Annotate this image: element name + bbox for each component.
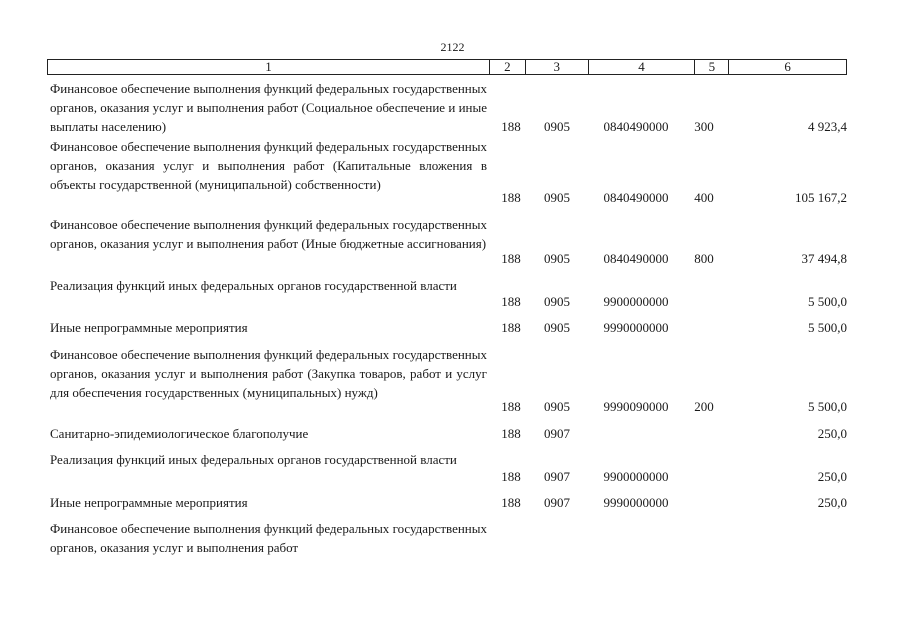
row-article: 9900000000 — [603, 469, 669, 484]
row-type: 400 — [694, 190, 714, 205]
row-article: 9900000000 — [603, 294, 669, 309]
header-col-6: 6 — [784, 59, 791, 74]
row-section: 0907 — [544, 469, 570, 484]
row-section: 0905 — [544, 119, 570, 134]
header-col-2: 2 — [490, 60, 526, 74]
row-article: 9990000000 — [603, 495, 669, 510]
row-section: 0905 — [544, 294, 570, 309]
row-amount: 5 500,0 — [808, 399, 847, 414]
row-section: 0907 — [544, 495, 570, 510]
table-row — [50, 519, 847, 557]
row-description: Реализация функций иных федеральных органов государственной власти — [50, 452, 457, 467]
row-description: Финансовое обеспечение выполнения функций федеральных государственных органов, оказания услуг и выполнения работ (Социальное обеспечение и иные выплаты населению) — [50, 81, 487, 134]
row-code: 188 — [501, 320, 521, 335]
row-section: 0905 — [544, 190, 570, 205]
table-row — [50, 450, 847, 488]
row-description: Санитарно-эпидемиологическое благополучие — [50, 426, 309, 441]
row-code: 188 — [501, 119, 521, 134]
row-article: 9990090000 — [603, 399, 669, 414]
row-description: Финансовое обеспечение выполнения функций федеральных государственных органов, оказания услуг и выполнения работ (Капитальные вложения в объекты государственной (муниципальной) собственности) — [50, 139, 487, 192]
table-row — [50, 493, 847, 512]
row-code: 188 — [501, 399, 521, 414]
row-description: Финансовое обеспечение выполнения функций федеральных государственных органов, оказания услуг и выполнения работ (Иные бюджетные ассигнования) — [50, 217, 487, 251]
row-article: 0840490000 — [603, 190, 669, 205]
header-col-1: 1 — [48, 60, 490, 74]
row-article: 0840490000 — [603, 119, 669, 134]
row-amount: 5 500,0 — [808, 320, 847, 335]
row-amount: 4 923,4 — [808, 119, 847, 134]
table-header — [47, 59, 847, 75]
header-col-5: 5 — [695, 60, 729, 74]
row-amount: 5 500,0 — [808, 294, 847, 309]
row-description: Реализация функций иных федеральных органов государственной власти — [50, 278, 457, 293]
row-section: 0907 — [544, 426, 570, 441]
row-code: 188 — [501, 251, 521, 266]
header-col-3: 3 — [526, 60, 589, 74]
row-article: 9990000000 — [603, 320, 669, 335]
row-section: 0905 — [544, 320, 570, 335]
row-amount: 250,0 — [817, 469, 847, 484]
table-row — [50, 424, 847, 443]
row-type: 800 — [694, 251, 714, 266]
page-number: 2122 — [440, 40, 465, 54]
table-row — [50, 137, 847, 213]
table-row — [50, 276, 847, 314]
table-row — [50, 79, 847, 136]
table-row — [50, 215, 847, 272]
row-type: 300 — [694, 119, 714, 134]
row-amount: 250,0 — [817, 426, 847, 441]
row-type: 200 — [694, 399, 714, 414]
row-code: 188 — [501, 495, 521, 510]
row-article: 0840490000 — [603, 251, 669, 266]
row-amount: 250,0 — [817, 495, 847, 510]
row-description: Финансовое обеспечение выполнения функций федеральных государственных органов, оказания услуг и выполнения работ (Закупка товаров, работ и услуг для обеспечения государственных (муниципальных) нужд) — [50, 347, 487, 400]
row-code: 188 — [501, 426, 521, 441]
row-description: Финансовое обеспечение выполнения функций федеральных государственных органов, оказания услуг и выполнения работ — [50, 521, 487, 555]
row-section: 0905 — [544, 251, 570, 266]
row-description: Иные непрограммные мероприятия — [50, 495, 248, 510]
row-description: Иные непрограммные мероприятия — [50, 320, 248, 335]
row-amount: 105 167,2 — [795, 190, 847, 205]
table-row — [50, 345, 847, 421]
row-code: 188 — [501, 469, 521, 484]
row-code: 188 — [501, 190, 521, 205]
header-col-4: 4 — [589, 60, 696, 74]
row-code: 188 — [501, 294, 521, 309]
row-amount: 37 494,8 — [801, 251, 847, 266]
table-row — [50, 318, 847, 337]
row-section: 0905 — [544, 399, 570, 414]
